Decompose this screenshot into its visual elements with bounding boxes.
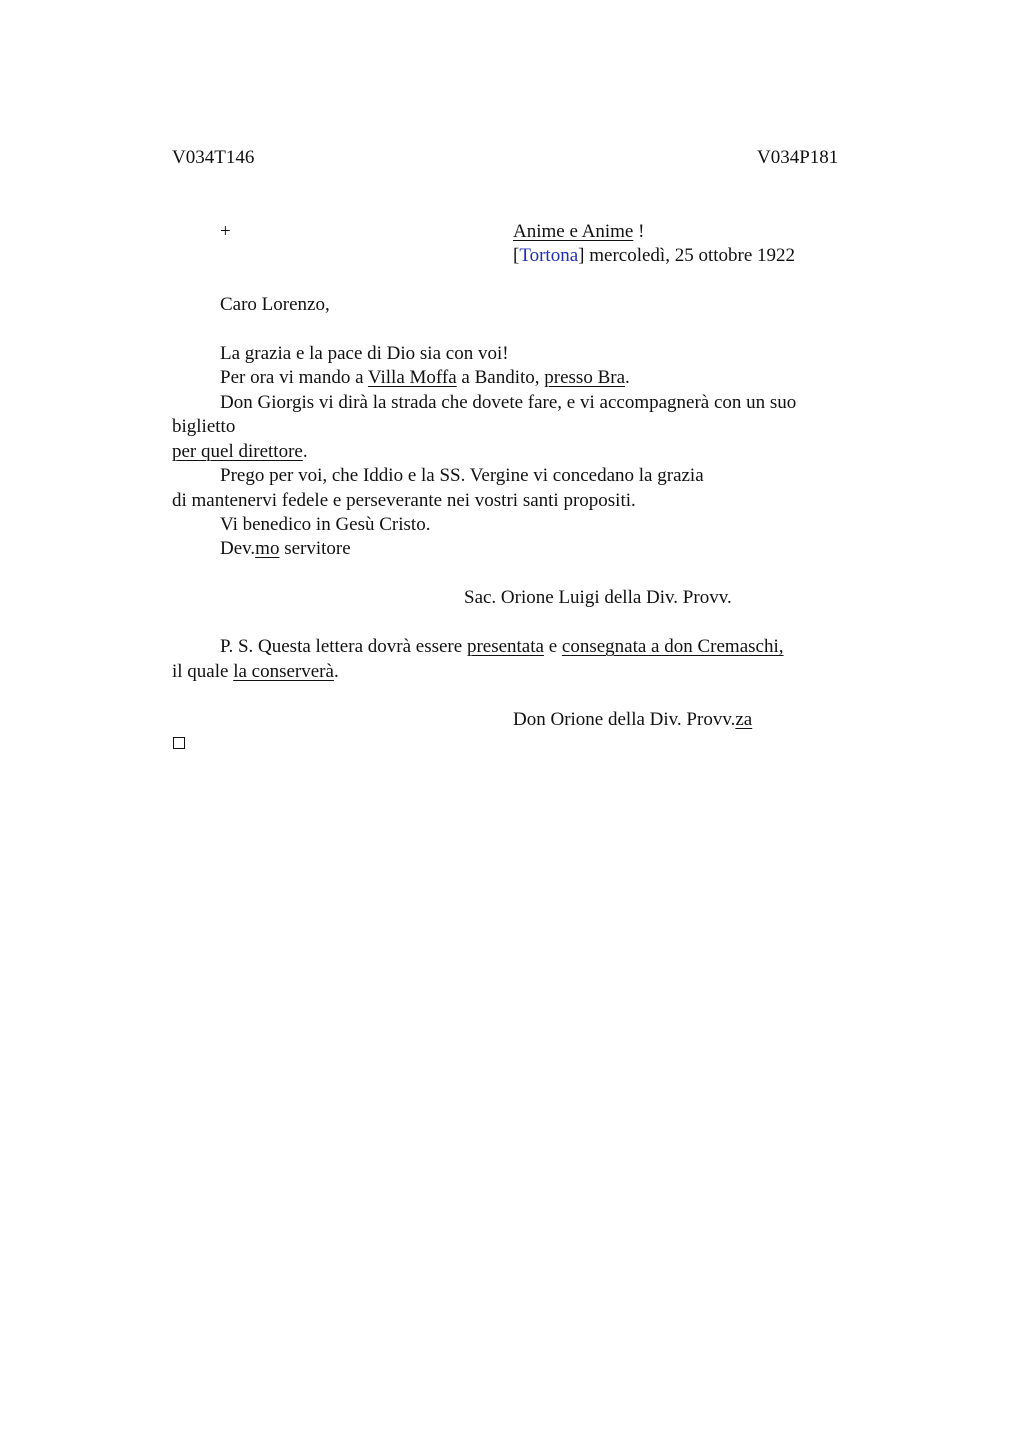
destination-period: . [625, 367, 630, 388]
paragraph-directions-line1: Don Giorgis vi dirà la strada che dovete fare, e vi accompagnerà con un suo [220, 392, 797, 413]
paragraph-prayer-line1: Prego per voi, che Iddio e la SS. Vergine vi concedano la grazia [220, 465, 704, 486]
destination-text-2: a Bandito, [456, 367, 545, 388]
document-code-right: V034P181 [757, 147, 839, 168]
paragraph-prayer-line2: di mantenervi fedele e perseverante nei vostri santi propositi. [172, 490, 636, 511]
consegnata: consegnata a don Cremaschi, [561, 636, 784, 657]
postscript-signature [513, 708, 752, 732]
closing-servitore: servitore [279, 538, 351, 559]
signature: Sac. Orione Luigi della Div. Provv. [464, 587, 732, 608]
paragraph-greeting: La grazia e la pace di Dio sia con voi! [220, 343, 509, 364]
paragraph-destination [220, 366, 630, 390]
postscript-il-quale: il quale [172, 661, 234, 682]
paragraph-directions-line2: biglietto [172, 416, 236, 437]
place-name: Tortona [519, 245, 579, 266]
destination-text: Per ora vi mando a [220, 367, 368, 388]
motto [513, 220, 644, 244]
document-code-left: V034T146 [172, 147, 255, 168]
postscript-period: . [333, 661, 339, 682]
place-date-line [513, 244, 795, 268]
postscript-text: P. S. Questa lettera dovrà essere [220, 636, 467, 657]
end-square-icon [173, 737, 185, 749]
motto-mark: ! [633, 221, 645, 242]
directions-period: . [302, 441, 308, 462]
postscript-and: e [543, 636, 562, 657]
closing-dev: Dev. [220, 538, 256, 559]
paragraph-directions-line3 [172, 440, 308, 464]
letter-date: mercoledì, 25 ottobre 1922 [584, 245, 796, 266]
postscript-line2 [172, 660, 339, 684]
presentata: presentata [466, 636, 544, 657]
blessing: Vi benedico in Gesù Cristo. [220, 514, 431, 535]
la-conservera: la conserverà [233, 661, 334, 682]
villa-moffa: Villa Moffa [367, 367, 457, 388]
director-text: per quel direttore [172, 441, 303, 462]
cross-mark: + [220, 221, 231, 242]
postscript-line1 [220, 635, 783, 659]
closing-mo: mo [255, 538, 280, 559]
bracket-close: ] [578, 245, 585, 266]
salutation: Caro Lorenzo, [220, 294, 330, 315]
postscript-signature-text: Don Orione della Div. Provv. [513, 709, 736, 730]
presso-bra: presso Bra [544, 367, 626, 388]
motto-text: Anime e Anime [513, 221, 634, 242]
postscript-signature-za: za [735, 709, 753, 730]
closing [220, 537, 351, 561]
bracket-open: [ [513, 245, 520, 266]
